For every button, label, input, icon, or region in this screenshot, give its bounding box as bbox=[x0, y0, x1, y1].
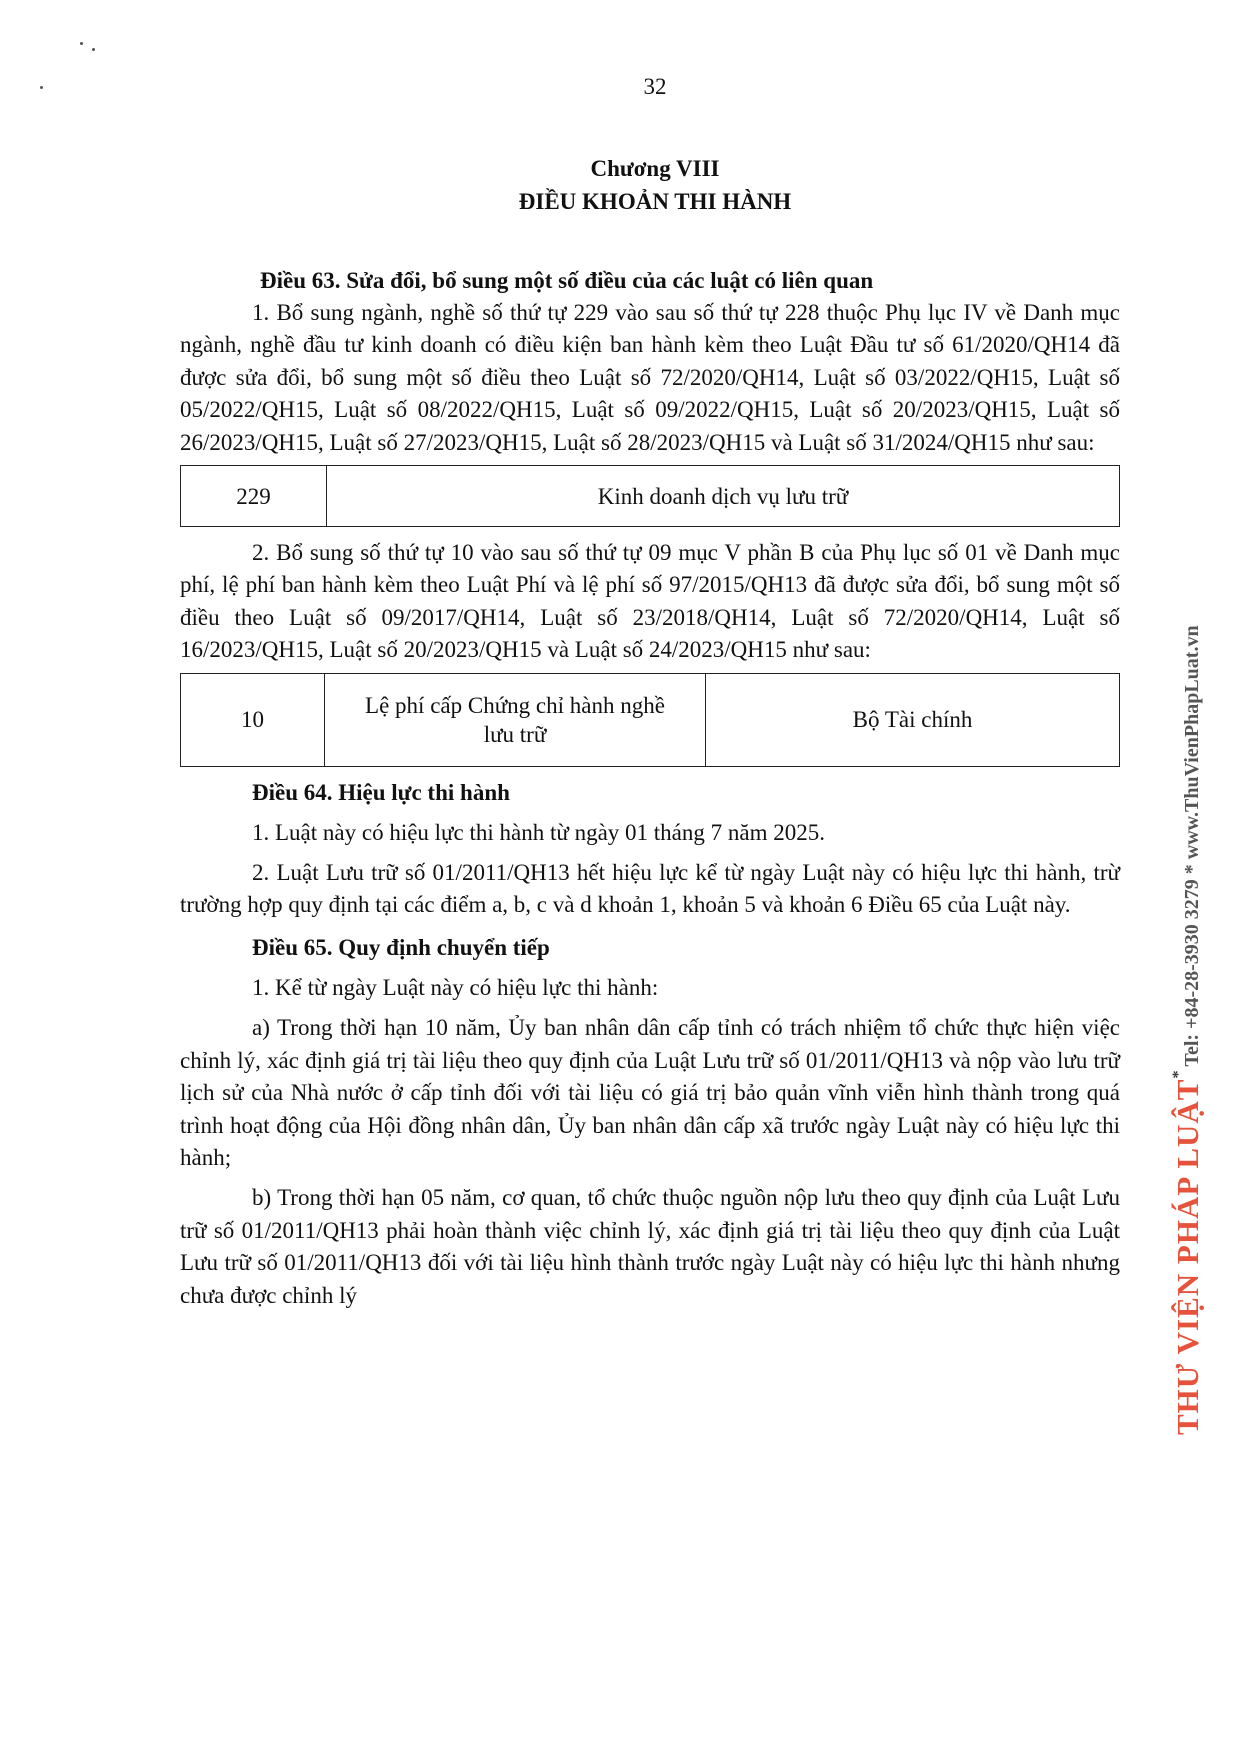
watermark-brand: THƯ VIỆN PHÁP LUẬT bbox=[1170, 1078, 1205, 1435]
chapter-header bbox=[0, 152, 1247, 218]
article-64-clause-1: 1. Luật này có hiệu lực thi hành từ ngày 01 tháng 7 năm 2025. bbox=[252, 819, 825, 845]
chapter-title: ĐIỀU KHOẢN THI HÀNH bbox=[518, 189, 792, 214]
document-body bbox=[180, 265, 1120, 1312]
fee-name-line-2: lưu trữ bbox=[483, 721, 547, 747]
watermark-contact: Tel: +84-28-3930 3279 * www.ThuVienPhapLuat.vn bbox=[1181, 625, 1203, 1067]
article-63-heading: Điều 63. Sửa đổi, bổ sung một số điều của các luật có liên quan bbox=[260, 268, 874, 293]
article-65-heading: Điều 65. Quy định chuyển tiếp bbox=[252, 934, 550, 960]
table-cell-number: 10 bbox=[181, 673, 325, 766]
page-number: 32 bbox=[643, 74, 667, 99]
article-65-clause-1: 1. Kể từ ngày Luật này có hiệu lực thi hành: bbox=[252, 974, 659, 1000]
article-63-clause-2: 2. Bổ sung số thứ tự 10 vào sau số thứ tự 09 mục V phần B của Phụ lục số 01 về Danh mục phí, lệ phí ban hành kèm theo Luật Phí và lệ phí số 97/2015/QH13 đã được sửa đổi, bổ sung một số điều theo Luật số 09/2017/QH14, Luật số 23/2018/QH14, Luật số 72/2020/QH14, Luật số 16/2023/QH15, Luật số 20/2023/QH15 và Luật số 24/2023/QH15 như sau: bbox=[180, 540, 1120, 663]
fee-name-line-1: Lệ phí cấp Chứng chỉ hành nghề bbox=[365, 692, 665, 718]
article-64-clause-2: 2. Luật Lưu trữ số 01/2011/QH13 hết hiệu lực kể từ ngày Luật này có hiệu lực thi hành, trừ trường hợp quy định tại các điểm a, b, c và d khoản 1, khoản 5 và khoản 6 Điều 65 của Luật này. bbox=[180, 860, 1120, 918]
article-64-heading: Điều 64. Hiệu lực thi hành bbox=[252, 779, 510, 805]
table-cell-agency: Bộ Tài chính bbox=[706, 673, 1120, 766]
table-row bbox=[181, 673, 1120, 766]
table-row bbox=[181, 466, 1120, 527]
article-65-point-b: b) Trong thời hạn 05 năm, cơ quan, tổ chức thuộc nguồn nộp lưu theo quy định của Luật Lưu trữ số 01/2011/QH13 phải hoàn thành việc chỉnh lý, xác định giá trị tài liệu theo quy định của Luật Lưu trữ số 01/2011/QH13 đối với tài liệu hình thành trước ngày Luật này có hiệu lực thi hành nhưng chưa được chỉnh lý bbox=[180, 1185, 1120, 1308]
watermark bbox=[1170, 625, 1206, 1435]
table-cell-fee-name bbox=[325, 673, 706, 766]
article-65-point-a: a) Trong thời hạn 10 năm, Ủy ban nhân dân cấp tỉnh có trách nhiệm tổ chức thực hiện việc chỉnh lý, xác định giá trị tài liệu theo quy định của Luật Lưu trữ số 01/2011/QH13 và nộp vào lưu trữ lịch sử của Nhà nước ở cấp tỉnh đối với tài liệu có giá trị bảo quản vĩnh viễn hình thành trong quá trình hoạt động của Hội đồng nhân dân, Ủy ban nhân dân cấp xã trước ngày Luật này có hiệu lực thi hành; bbox=[180, 1015, 1120, 1170]
fees-table bbox=[180, 673, 1120, 767]
table-cell-business-line: Kinh doanh dịch vụ lưu trữ bbox=[327, 466, 1120, 527]
scan-speck bbox=[92, 48, 95, 51]
table-cell-number: 229 bbox=[181, 466, 327, 527]
scan-speck bbox=[80, 42, 83, 45]
article-63-clause-1: 1. Bổ sung ngành, nghề số thứ tự 229 vào sau số thứ tự 228 thuộc Phụ lục IV về Danh mục ngành, nghề đầu tư kinh doanh có điều kiện ban hành kèm theo Luật Đầu tư số 61/2020/QH14 đã được sửa đổi, bổ sung một số điều theo Luật số 72/2020/QH14, Luật số 03/2022/QH15, Luật số 05/2022/QH15, Luật số 08/2022/QH15, Luật số 09/2022/QH15, Luật số 20/2023/QH15, Luật số 26/2023/QH15, Luật số 27/2023/QH15, Luật số 28/2023/QH15 và Luật số 31/2024/QH15 như sau: bbox=[180, 300, 1120, 455]
chapter-label: Chương VIII bbox=[590, 156, 720, 181]
star-icon: * bbox=[1170, 1070, 1187, 1079]
business-lines-table bbox=[180, 465, 1120, 527]
